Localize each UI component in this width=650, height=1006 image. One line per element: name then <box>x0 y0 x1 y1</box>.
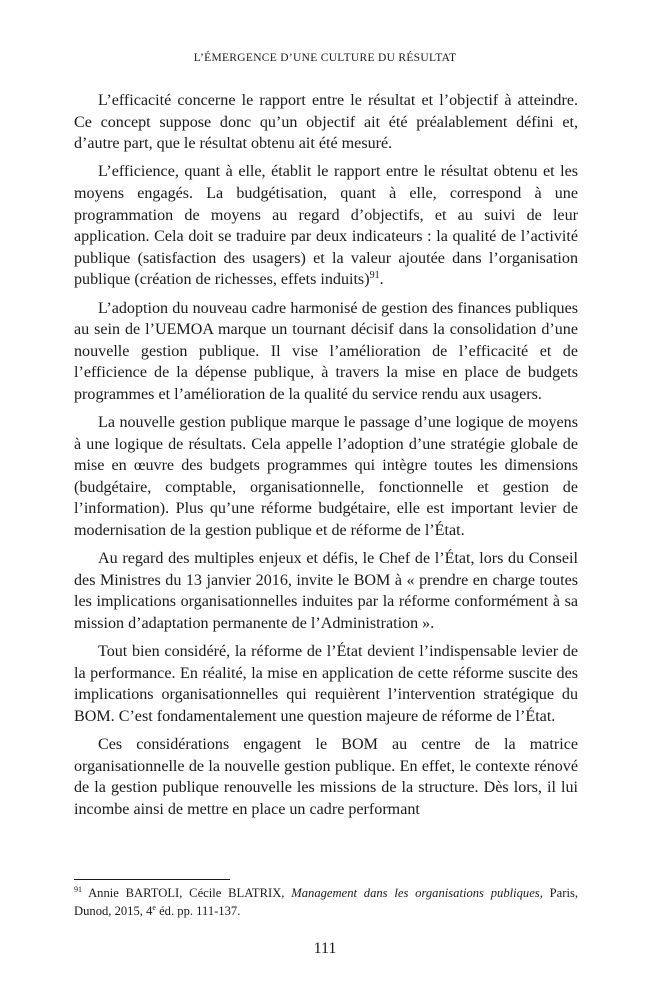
page-number: 111 <box>313 940 337 957</box>
footnote-edition-sup: e <box>152 902 156 912</box>
paragraph-7-text: Ces considérations engagent le BOM au centre de la matrice organisationnelle de la nouvelle gestion publique. En effet, le contexte rénové de la gestion publique renouvelle les missions de la structure. Dès lors, il lui incombe ainsi de mettre en place un cadre performant <box>74 736 578 818</box>
running-header <box>0 52 650 64</box>
paragraph-1 <box>74 90 578 155</box>
paragraph-2-end: . <box>379 271 384 289</box>
footnote <box>74 885 578 920</box>
paragraph-2-text: L’efficience, quant à elle, établit le rapport entre le résultat obtenu et les moyens engagés. La budgétisation, quant à elle, correspond à une programmation de moyens au regard d’objectifs, et au suivi de leur application. Cela doit se traduire par deux indicateurs : la qualité de l’activité publique (satisfaction des usagers) et la valeur ajoutée dans l’organisation publique (création de richesses, effets induits) <box>74 163 578 289</box>
paragraph-4-text: La nouvelle gestion publique marque le passage d’une logique de moyens à une logique de résultats. Cela appelle l’adoption d’une stratégie globale de mise en œuvre des budgets programmes qui intègre toutes les dimensions (budgétaire, comptable, organisationnelle, fonctionnelle et gestion de l’information). Plus qu’une réforme budgétaire, elle est important levier de modernisation de la gestion publique et de réforme de l’État. <box>74 414 578 540</box>
footnote-divider <box>74 879 230 880</box>
footnote-pages: éd. pp. 111-137. <box>155 903 241 918</box>
paragraph-1-text: L’efficacité concerne le rapport entre le résultat et l’objectif à atteindre. Ce concept suppose donc qu’un objectif ait été préalablement défini et, d’autre part, que le résultat obtenu ait été mesuré. <box>74 92 578 153</box>
paragraph-5-text: Au regard des multiples enjeux et défis, le Chef de l’État, lors du Conseil des Ministres du 13 janvier 2016, invite le BOM à « prendre en charge toutes les implications organisationnelles induites par la réforme conformément à sa mission d’adaptation permanente de l’Administration ». <box>74 550 578 633</box>
footnote-authors: Annie BARTOLI, Cécile BLATRIX, <box>82 886 292 900</box>
running-header-part2: UNE CULTURE DU RÉSULTAT <box>293 52 457 64</box>
footnote-publisher: , Paris, Dunod, 2015, 4 <box>74 886 578 918</box>
footnote-title: Management dans les organisations publiques <box>291 886 540 900</box>
paragraph-2 <box>74 161 578 291</box>
running-header-part1: L’ÉMERGENCE D’ <box>193 52 294 64</box>
paragraph-5 <box>74 548 578 634</box>
paragraph-6 <box>74 641 578 727</box>
footnote-reference[interactable]: 91 <box>369 270 380 282</box>
paragraph-6-text: Tout bien considéré, la réforme de l’État devient l’indispensable levier de la performance. En réalité, la mise en application de cette réforme suscite des implications organisationnelles qui requièrent l’intervention stratégique du BOM. C’est fondamentalement une question majeure de réforme de l’État. <box>74 643 578 725</box>
footnote-number: 91 <box>74 885 82 894</box>
main-text <box>74 90 578 827</box>
paragraph-3-text: L’adoption du nouveau cadre harmonisé de gestion des finances publiques au sein de l’UEMOA marque un tournant décisif dans la consolidation d’une nouvelle gestion publique. Il vise l’amélioration de l’efficacité et de l’efficience de la dépense publique, à travers la mise en place de budgets programmes et l’amélioration de la qualité du service rendu aux usagers. <box>74 299 578 403</box>
paragraph-4 <box>74 412 578 542</box>
paragraph-7 <box>74 734 578 820</box>
paragraph-3 <box>74 298 578 406</box>
